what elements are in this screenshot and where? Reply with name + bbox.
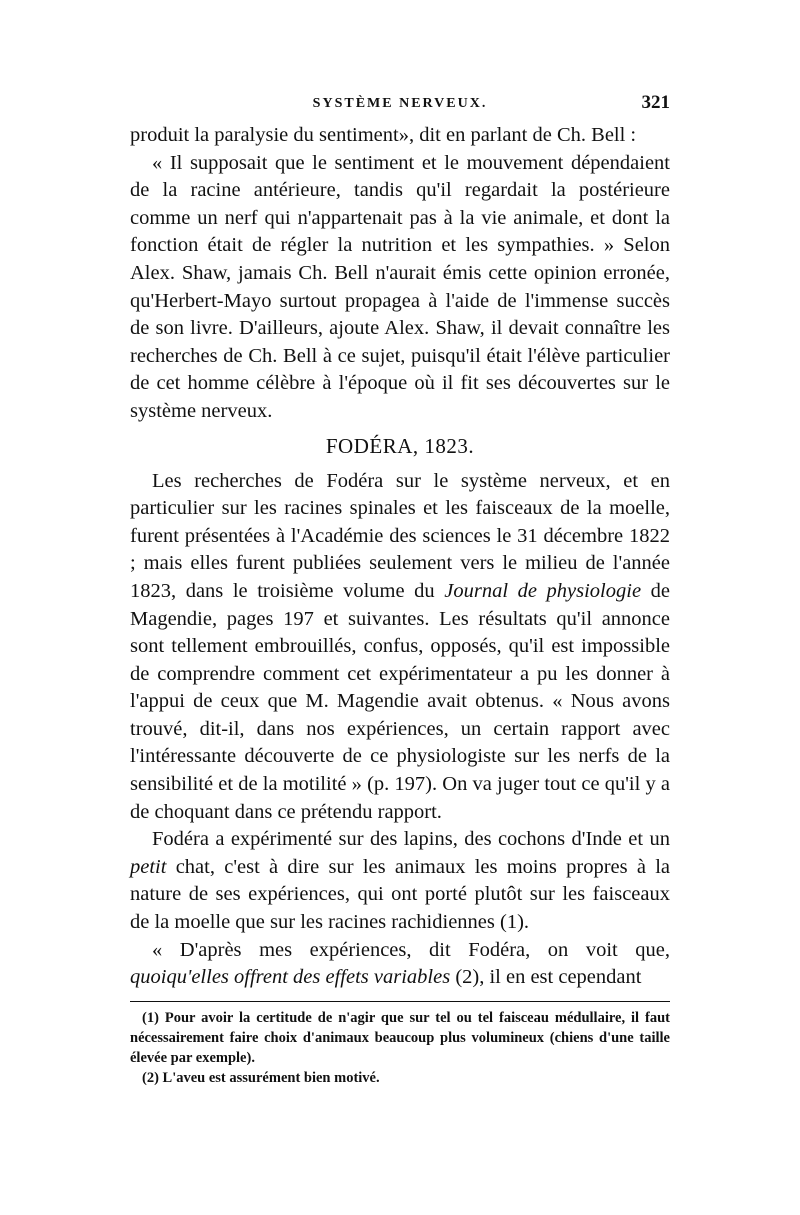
text-segment: Fodéra a expérimenté sur des lapins, des cochons d'Inde et un bbox=[152, 828, 670, 851]
text-segment: chat, c'est à dire sur les animaux les moins propres à la nature de ses expériences, qui ont porté plutôt sur les faisceaux de la moelle que sur les racines rachidiennes (1). bbox=[130, 855, 670, 934]
text-segment: « D'après mes expériences, dit Fodéra, on voit que, bbox=[152, 938, 670, 961]
footnote-divider bbox=[130, 1001, 670, 1002]
emphasis-quote: quoiqu'elles offrent des effets variables bbox=[130, 966, 451, 989]
paragraph-fodera-quote bbox=[130, 937, 670, 992]
page-header bbox=[130, 92, 670, 122]
emphasis-petit: petit bbox=[130, 855, 167, 878]
page-number: 321 bbox=[641, 92, 670, 113]
footnote-1: (1) Pour avoir la certitude de n'agir que sur tel ou tel faisceau médullaire, il faut nécessairement faire choix d'animaux beaucoup plus volumineux (chiens d'une taille élevée par exemple). bbox=[130, 1009, 670, 1066]
running-title: SYSTÈME NERVEUX. bbox=[312, 96, 488, 111]
footnote-2: (2) L'aveu est assurément bien motivé. bbox=[142, 1069, 380, 1086]
paragraph-bell-quote: « Il supposait que le sentiment et le mouvement dépendaient de la racine antérieure, tandis qu'il regardait la postérieure comme un nerf qui n'appartenait pas à la vie animale, et dont la fonction était de régler la nutrition et les sympathies. » Selon Alex. Shaw, jamais Ch. Bell n'aurait émis cette opinion erronée, qu'Herbert-Mayo surtout propagea à l'aide de l'immense succès de son livre. D'ailleurs, ajoute Alex. Shaw, il devait connaître les recherches de Ch. Bell à ce sujet, puisqu'il était l'élève particulier de cet homme célèbre à l'époque où il fit ses découvertes sur le système nerveux. bbox=[130, 151, 670, 422]
text-segment: (2), il en est cependant bbox=[450, 966, 642, 989]
text-segment: Les recherches de Fodéra sur le système nerveux, et en particulier sur les racines spinales et les faisceaux de la moelle, furent présentées à l'Académie des sciences le 31 décembre 1822 ; mais elles furent publiées seulement vers le milieu de l'année 1823, dans le troisième volume du bbox=[130, 469, 670, 602]
body-text bbox=[130, 122, 670, 992]
text-segment: de Magendie, pages 197 et suivantes. Les résultats qu'il annonce sont tellement embrouillés, confus, opposés, qu'il est impossible de comprendre comment cet expérimentateur a pu les donner à l'appui de ceux que M. Magendie avait obtenus. « Nous avons trouvé, dit-il, dans nos expériences, un certain rapport avec l'intéressante découverte de ce physiologiste sur les nerfs de la sensibilité et de la motilité » (p. 197). On va juger tout ce qu'il y a de choquant dans ce prétendu rapport. bbox=[130, 579, 670, 823]
paragraph-continuation: produit la paralysie du sentiment», dit en parlant de Ch. Bell : bbox=[130, 124, 637, 146]
section-heading: FODÉRA, 1823. bbox=[325, 433, 475, 458]
paragraph-fodera-research bbox=[130, 468, 670, 827]
book-page bbox=[130, 92, 670, 1088]
footnotes bbox=[130, 1008, 670, 1088]
paragraph-fodera-experiments bbox=[130, 826, 670, 936]
journal-title: Journal de physiologie bbox=[444, 579, 642, 602]
